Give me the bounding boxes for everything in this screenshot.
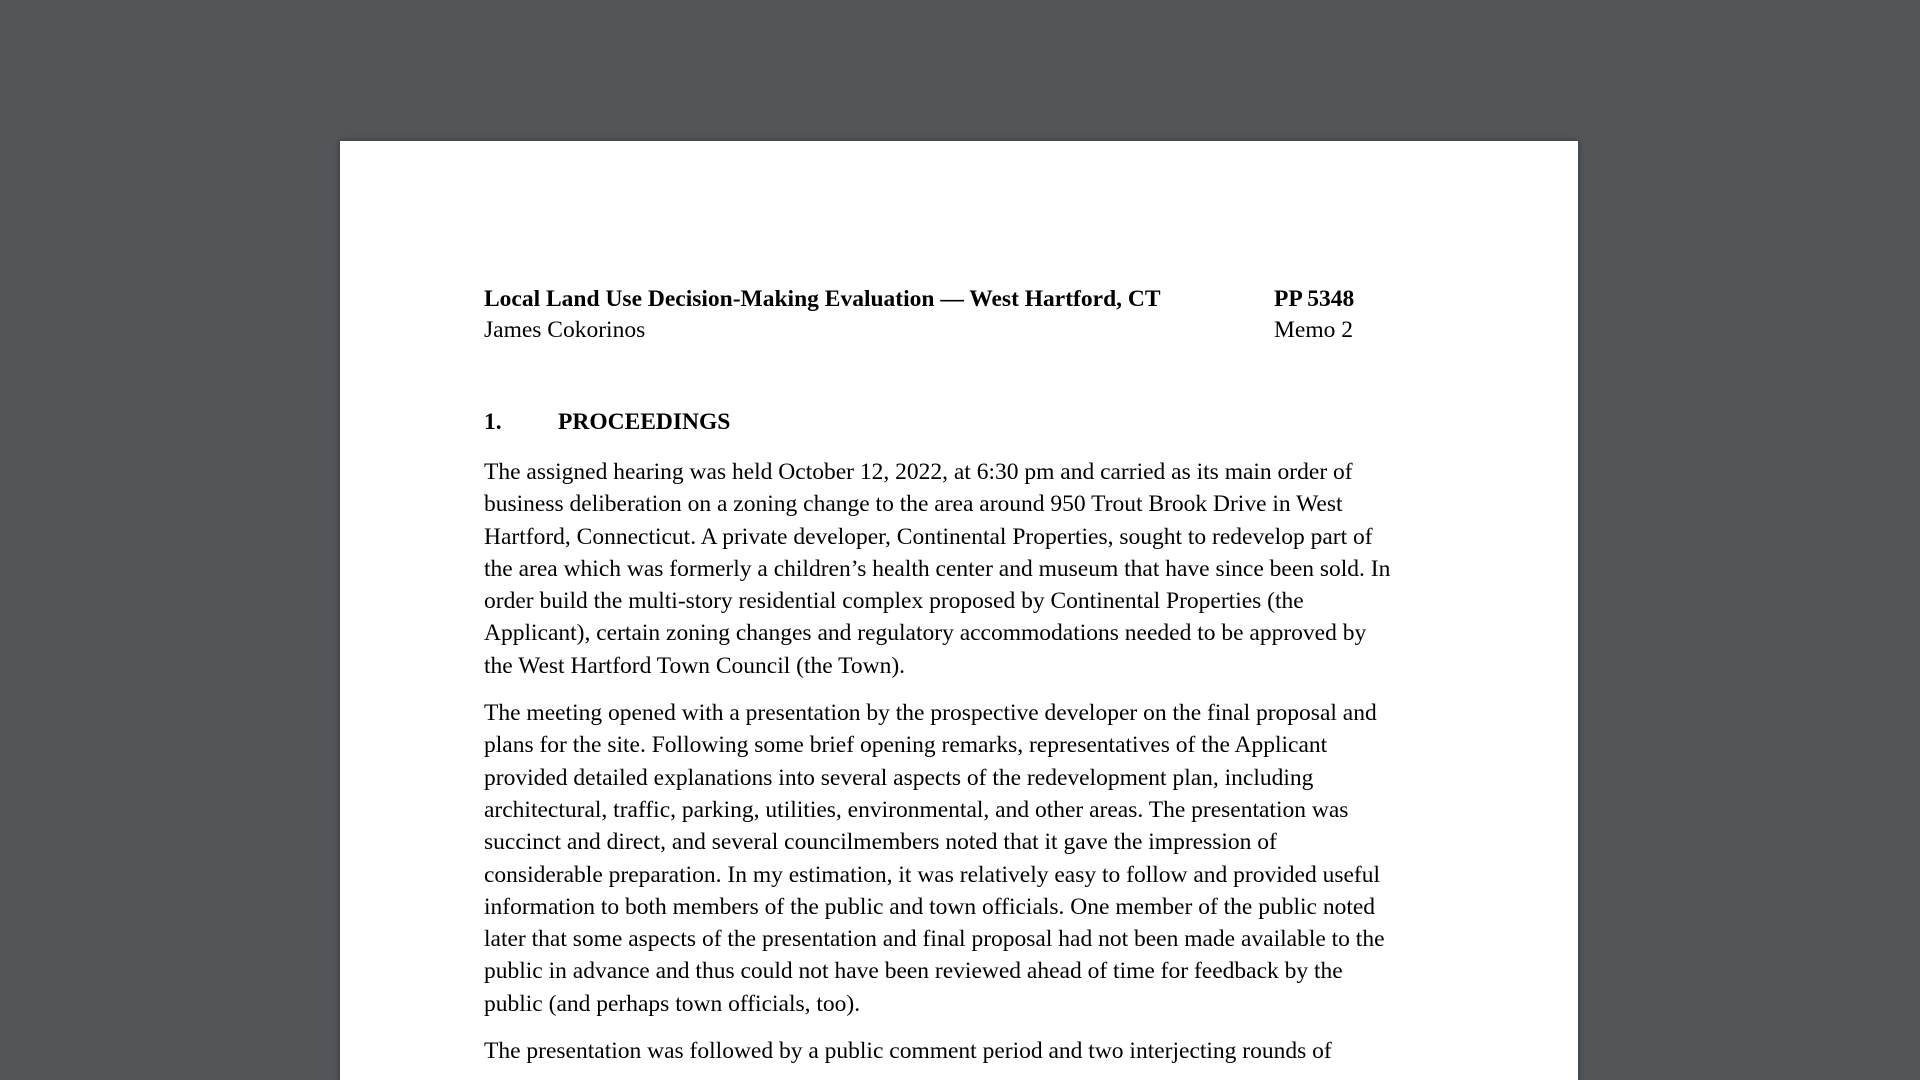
paragraph-line: public (and perhaps town officials, too). [484,990,861,1017]
course-code: PP 5348 [1274,286,1355,312]
paragraph-line: later that some aspects of the presentation and final proposal had not been made available to the [484,926,1385,953]
paragraph-line: The meeting opened with a presentation by the prospective developer on the final proposal and [484,700,1377,727]
paragraph-line: The assigned hearing was held October 12, 2022, at 6:30 pm and carried as its main order of [484,459,1353,485]
header-right [1274,284,1426,346]
section-title: PROCEEDINGS [558,409,731,435]
paragraph-line: provided detailed explanations into several aspects of the redevelopment plan, including [484,764,1314,791]
paragraph-line: order build the multi-story residential complex proposed by Continental Properties (the [484,588,1304,615]
paragraph-line: succinct and direct, and several councilmembers noted that it gave the impression of [484,829,1277,856]
section-number: 1. [484,409,502,435]
paragraph-line: the area which was formerly a children’s health center and museum that have since been sold. In [484,555,1391,582]
paragraph-1 [484,456,1426,682]
paragraph-line: considerable preparation. In my estimation, it was relatively easy to follow and provided useful [484,861,1381,888]
author-name: James Cokorinos [484,317,646,343]
paragraph-line: information to both members of the public and town officials. One member of the public noted [484,893,1376,920]
header-left [484,284,1274,346]
paragraph-line: business deliberation on a zoning change to the area around 950 Trout Brook Drive in West [484,491,1343,518]
document-title: Local Land Use Decision-Making Evaluation — West Hartford, CT [484,286,1161,312]
paragraph-2 [484,697,1426,1020]
paragraph-line: The presentation was followed by a public comment period and two interjecting rounds of [484,1038,1332,1065]
section-heading [484,407,1426,438]
document-header [484,284,1426,346]
memo-label: Memo 2 [1274,317,1353,343]
paragraph-3 [484,1035,1426,1067]
page-content [484,284,1426,1067]
paragraph-line: Applicant), certain zoning changes and regulatory accommodations needed to be approved by [484,620,1367,647]
paragraph-line: Hartford, Connecticut. A private developer, Continental Properties, sought to redevelop part of [484,523,1373,550]
paragraph-line: public in advance and thus could not have been reviewed ahead of time for feedback by the [484,958,1343,985]
paragraph-line: plans for the site. Following some brief opening remarks, representatives of the Applicant [484,732,1328,759]
paragraph-line: the West Hartford Town Council (the Town). [484,652,906,679]
document-page [340,141,1578,1080]
paragraph-line: architectural, traffic, parking, utilities, environmental, and other areas. The presentation was [484,796,1349,823]
